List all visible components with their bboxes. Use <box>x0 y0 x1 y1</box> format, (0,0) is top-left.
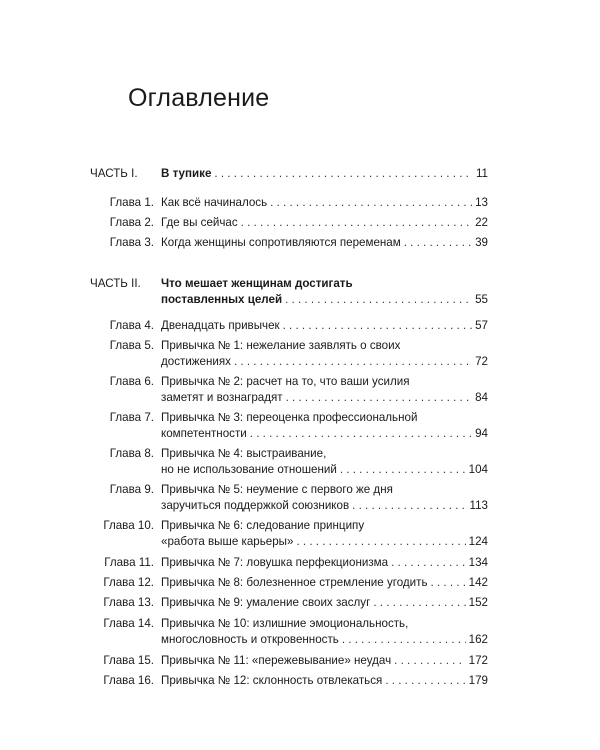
chapter-title-line1: Привычка № 2: расчет на то, что ваши усилия <box>161 375 410 388</box>
toc-line <box>161 632 488 648</box>
chapter-title: Где вы сейчас <box>161 216 238 229</box>
toc-line <box>161 292 488 308</box>
chapter-label: Глава 7. <box>109 411 154 424</box>
page-number: 11 <box>475 167 488 180</box>
chapter-title: Когда женщины сопротивляются переменам <box>161 236 401 249</box>
chapter-label: Глава 15. <box>103 654 154 667</box>
chapter-label: Глава 9. <box>109 483 154 496</box>
page-number: 172 <box>468 654 488 667</box>
part-title-line2: поставленных целей <box>161 293 283 306</box>
leader-dots <box>352 498 466 514</box>
chapter-title: Привычка № 12: склонность отвлекаться <box>161 674 383 687</box>
leader-dots <box>286 390 472 406</box>
chapter-label: Глава 1. <box>109 196 154 209</box>
part-title-line1: Что мешает женщинам достигать <box>161 277 353 290</box>
leader-dots <box>250 426 472 442</box>
part-label: ЧАСТЬ I. <box>90 167 138 180</box>
chapter-title-line2: достижениях <box>161 355 231 368</box>
chapter-title: Двенадцать привычек <box>161 319 280 332</box>
toc-line <box>161 673 488 689</box>
leader-dots <box>270 195 472 211</box>
page-number: 152 <box>468 596 488 609</box>
chapter-label: Глава 16. <box>103 674 154 687</box>
chapter-label: Глава 13. <box>103 596 154 609</box>
toc-line <box>161 390 488 406</box>
page-number: 22 <box>475 216 488 229</box>
leader-dots <box>385 673 465 689</box>
toc-line <box>161 575 488 591</box>
chapter-label: Глава 8. <box>109 447 154 460</box>
page-number: 104 <box>468 463 488 476</box>
toc-line <box>161 195 488 211</box>
leader-dots <box>391 555 466 571</box>
chapter-title-line1: Привычка № 4: выстраивание, <box>161 447 327 460</box>
page-number: 39 <box>475 236 488 249</box>
page-number: 55 <box>475 293 488 306</box>
leader-dots <box>214 166 473 182</box>
leader-dots <box>296 534 465 550</box>
page-number: 179 <box>468 674 488 687</box>
part-title: В тупике <box>161 167 212 180</box>
chapter-title-line2: многословность и откровенность <box>161 633 339 646</box>
page-number: 142 <box>468 576 488 589</box>
page-title: Оглавление <box>128 84 270 112</box>
chapter-title: Привычка № 7: ловушка перфекционизма <box>161 556 389 569</box>
toc-line <box>161 555 488 571</box>
toc-line <box>161 462 488 478</box>
chapter-title: Как всё начиналось <box>161 196 268 209</box>
part-label: ЧАСТЬ II. <box>90 277 141 290</box>
leader-dots <box>241 215 472 231</box>
chapter-title: Привычка № 11: «пережевывание» неудач <box>161 654 392 667</box>
toc-line <box>161 166 488 182</box>
chapter-title-line1: Привычка № 3: переоценка профессиональной <box>161 411 418 424</box>
toc-line <box>161 534 488 550</box>
toc-line <box>161 354 488 370</box>
toc-line <box>161 653 488 669</box>
chapter-label: Глава 6. <box>109 375 154 388</box>
leader-dots <box>342 632 466 648</box>
leader-dots <box>373 595 465 611</box>
toc-line <box>161 235 488 251</box>
leader-dots <box>394 653 465 669</box>
chapter-label: Глава 4. <box>109 319 154 332</box>
toc-line <box>161 595 488 611</box>
chapter-title-line1: Привычка № 10: излишние эмоциональность, <box>161 617 409 630</box>
page-number: 134 <box>468 556 488 569</box>
page-number: 72 <box>475 355 488 368</box>
chapter-label: Глава 12. <box>103 576 154 589</box>
page-number: 162 <box>468 633 488 646</box>
leader-dots <box>340 462 466 478</box>
chapter-title-line2: заручиться поддержкой союзников <box>161 499 350 512</box>
page-number: 124 <box>468 535 488 548</box>
chapter-title-line2: заметят и вознаградят <box>161 391 283 404</box>
chapter-label: Глава 5. <box>109 339 154 352</box>
chapter-label: Глава 14. <box>103 617 154 630</box>
leader-dots <box>431 575 466 591</box>
chapter-title-line1: Привычка № 6: следование принципу <box>161 519 365 532</box>
toc-line <box>161 498 488 514</box>
page-number: 94 <box>475 427 488 440</box>
page-number: 13 <box>475 196 488 209</box>
chapter-label: Глава 3. <box>109 236 154 249</box>
chapter-title-line2: «работа выше карьеры» <box>161 535 294 548</box>
leader-dots <box>283 318 472 334</box>
toc-line <box>161 318 488 334</box>
chapter-title-line2: но не использование отношений <box>161 463 337 476</box>
chapter-title: Привычка № 8: болезненное стремление угодить <box>161 576 428 589</box>
chapter-title-line2: компетентности <box>161 427 247 440</box>
page-number: 57 <box>475 319 488 332</box>
chapter-title-line1: Привычка № 5: неумение с первого же дня <box>161 483 393 496</box>
toc-line <box>161 215 488 231</box>
page-number: 84 <box>475 391 488 404</box>
chapter-title: Привычка № 9: умаление своих заслуг <box>161 596 371 609</box>
toc-line <box>161 426 488 442</box>
leader-dots <box>234 354 472 370</box>
leader-dots <box>285 292 472 308</box>
chapter-label: Глава 11. <box>104 556 154 569</box>
chapter-title-line1: Привычка № 1: нежелание заявлять о своих <box>161 339 401 352</box>
chapter-label: Глава 10. <box>103 519 154 532</box>
page-number: 113 <box>469 499 488 512</box>
leader-dots <box>404 235 472 251</box>
chapter-label: Глава 2. <box>109 216 154 229</box>
